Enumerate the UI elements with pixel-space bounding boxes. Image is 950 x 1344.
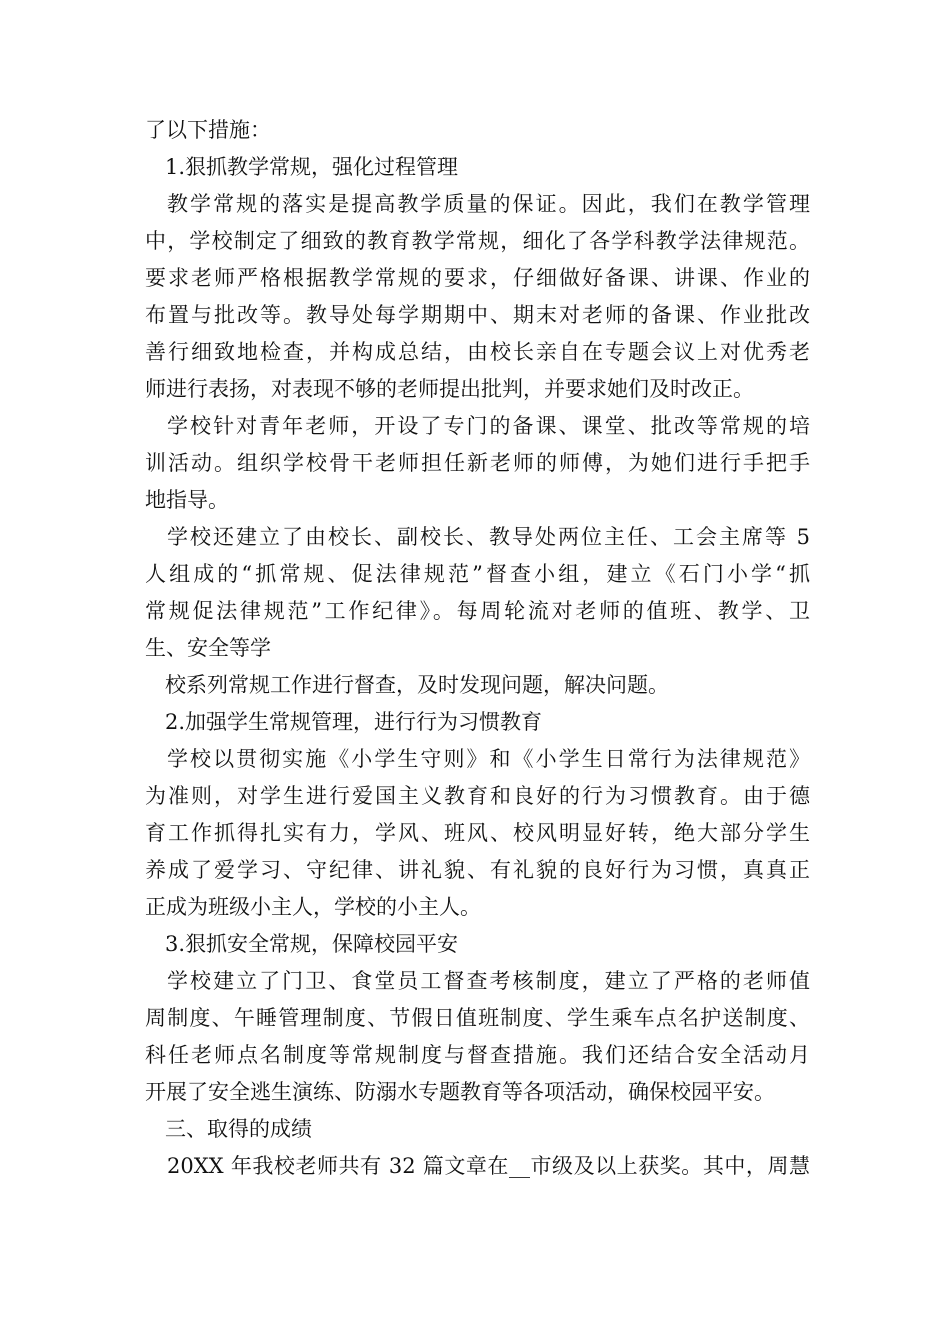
text-line: 1.狠抓教学常规，强化过程管理 bbox=[165, 155, 459, 179]
text-line: 地指导。 bbox=[145, 488, 229, 512]
text-line: 开展了安全逃生演练、防溺水专题教育等各项活动，确保校园平安。 bbox=[145, 1080, 775, 1104]
document-body bbox=[145, 112, 810, 1185]
text-line: 周制度、午睡管理制度、节假日值班制度、学生乘车点名护送制度、 bbox=[145, 1006, 810, 1030]
text-line: 师进行表扬，对表现不够的老师提出批判，并要求她们及时改正。 bbox=[145, 377, 754, 401]
text-line: 3.狠抓安全常规，保障校园平安 bbox=[165, 932, 459, 956]
text-line: 训活动。组织学校骨干老师担任新老师的师傅，为她们进行手把手 bbox=[145, 451, 810, 475]
text-line: 中，学校制定了细致的教育教学常规，细化了各学科教学法律规范。 bbox=[145, 229, 810, 253]
text-line: 了以下措施： bbox=[145, 118, 271, 142]
text-line: 2.加强学生常规管理，进行行为习惯教育 bbox=[165, 710, 543, 734]
text-line: 20XX 年我校老师共有 32 篇文章在__市级及以上获奖。其中，周慧 bbox=[167, 1154, 810, 1178]
text-line: 为准则，对学生进行爱国主义教育和良好的行为习惯教育。由于德 bbox=[145, 784, 810, 808]
text-line: 布置与批改等。教导处每学期期中、期末对老师的备课、作业批改 bbox=[145, 303, 810, 327]
text-line: 科任老师点名制度等常规制度与督查措施。我们还结合安全活动月 bbox=[145, 1043, 810, 1067]
text-line: 校系列常规工作进行督查，及时发现问题，解决问题。 bbox=[165, 673, 669, 697]
text-line: 学校以贯彻实施《小学生守则》和《小学生日常行为法律规范》 bbox=[167, 747, 810, 771]
text-line: 养成了爱学习、守纪律、讲礼貌、有礼貌的良好行为习惯，真真正 bbox=[145, 858, 810, 882]
text-line: 常规促法律规范”工作纪律》。每周轮流对老师的值班、教学、卫 bbox=[145, 599, 810, 623]
text-line: 正成为班级小主人，学校的小主人。 bbox=[145, 895, 481, 919]
text-line: 学校建立了门卫、食堂员工督查考核制度，建立了严格的老师值 bbox=[167, 969, 810, 993]
text-line: 学校还建立了由校长、副校长、教导处两位主任、工会主席等 5 bbox=[167, 525, 810, 549]
text-line: 育工作抓得扎实有力，学风、班风、校风明显好转，绝大部分学生 bbox=[145, 821, 810, 845]
text-line: 人组成的“抓常规、促法律规范”督查小组，建立《石门小学“抓 bbox=[145, 562, 810, 586]
text-line: 三、取得的成绩 bbox=[165, 1117, 312, 1141]
text-line: 生、安全等学 bbox=[145, 636, 271, 660]
text-line: 要求老师严格根据教学常规的要求，仔细做好备课、讲课、作业的 bbox=[145, 266, 810, 290]
text-line: 教学常规的落实是提高教学质量的保证。因此，我们在教学管理 bbox=[167, 192, 810, 216]
text-line: 善行细致地检查，并构成总结，由校长亲自在专题会议上对优秀老 bbox=[145, 340, 810, 364]
text-line: 学校针对青年老师，开设了专门的备课、课堂、批改等常规的培 bbox=[167, 414, 810, 438]
